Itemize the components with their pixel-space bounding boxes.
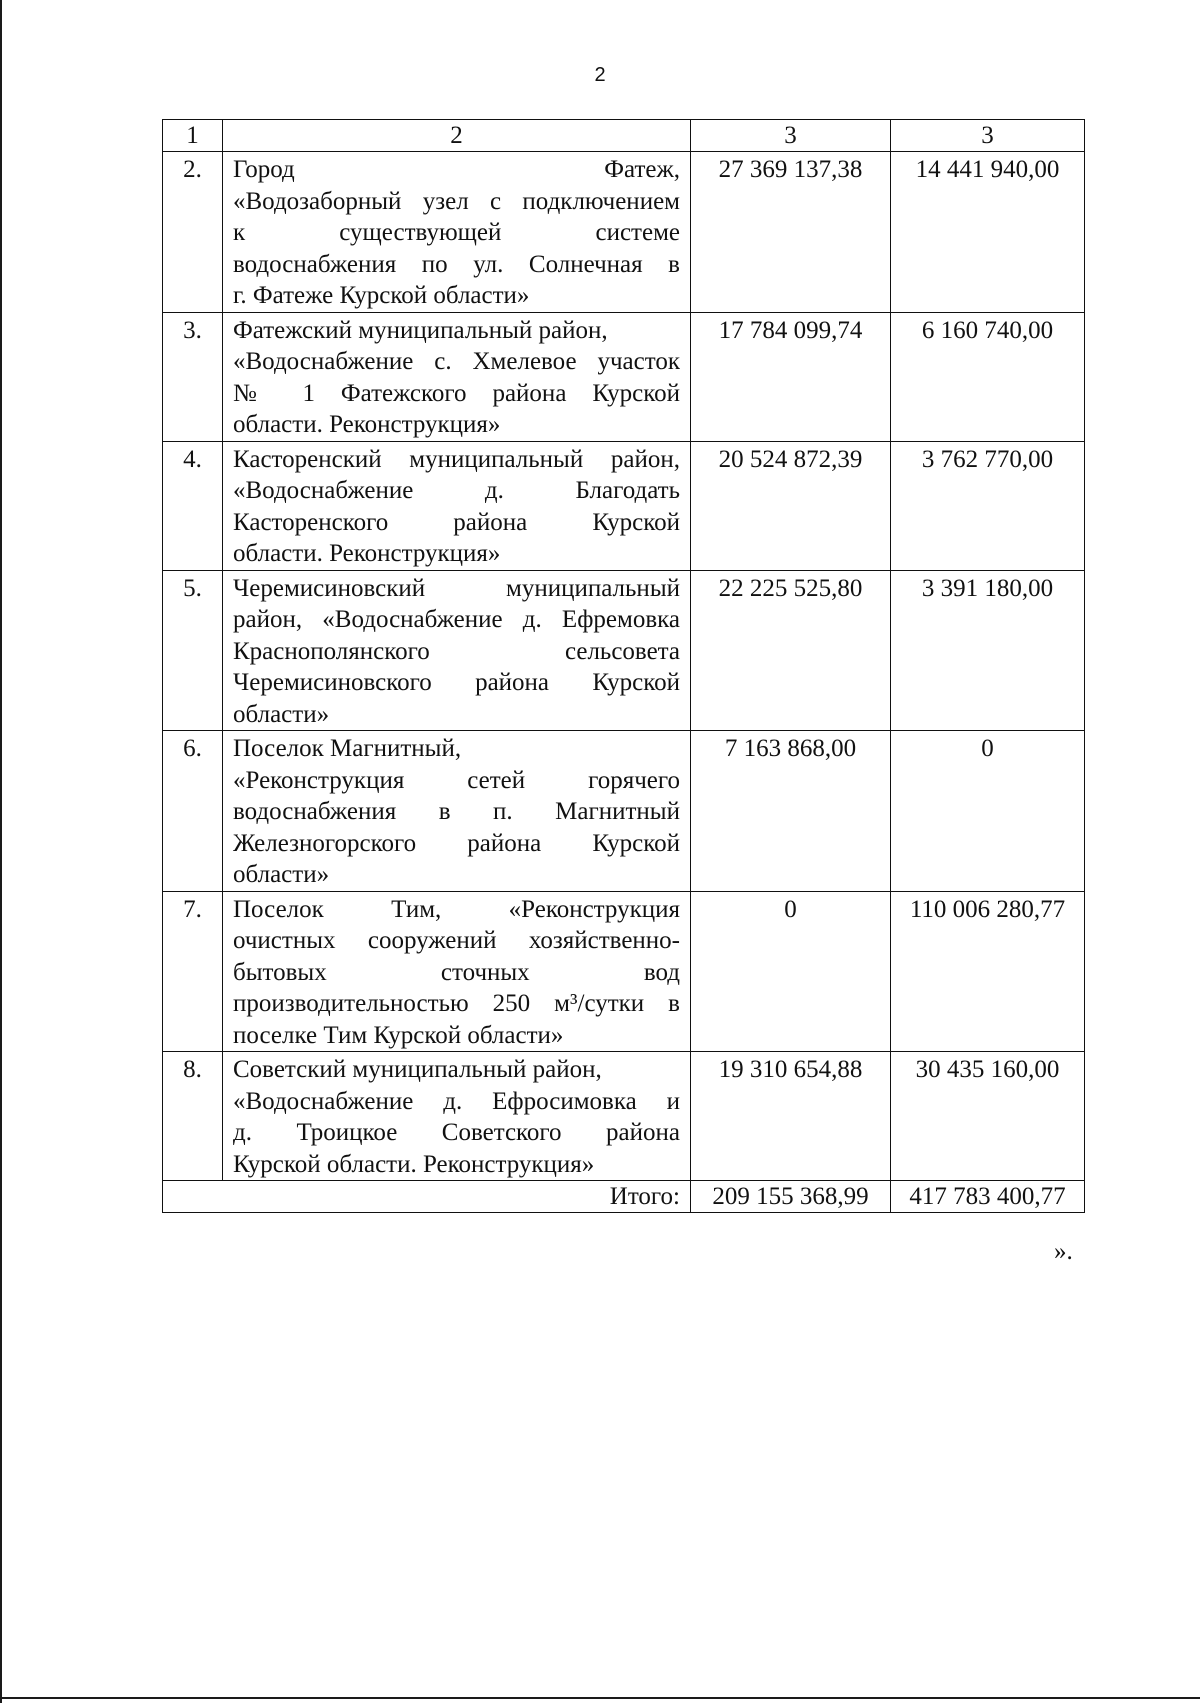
table-row (163, 891, 1085, 1052)
description-line: «Водоснабжение с. Хмелевое участок (233, 348, 680, 375)
header-cell-col4: 3 (891, 120, 1085, 152)
row-number: 5. (163, 570, 223, 731)
table-row (163, 312, 1085, 441)
description-line: «Водозаборный узел с подключением (233, 187, 680, 215)
total-row (163, 1181, 1085, 1213)
amount-col3: 19 310 654,88 (691, 1052, 891, 1181)
amount-col3: 17 784 099,74 (691, 312, 891, 441)
description-line: Краснополянского сельсовета (233, 637, 680, 665)
description-line: Касторенский муниципальный район, (233, 445, 680, 473)
amount-col4: 3 762 770,00 (891, 441, 1085, 570)
amount-col3: 27 369 137,38 (691, 152, 891, 313)
description-line: очистных сооружений хозяйственно- (233, 927, 680, 954)
description-line: области» (233, 861, 330, 888)
description-line: Черемисиновского района Курской (233, 669, 680, 696)
table-row (163, 1052, 1085, 1181)
table-row (163, 152, 1085, 313)
description-line: г. Фатеже Курской области» (233, 282, 530, 309)
description-line: области. Реконструкция» (233, 411, 501, 438)
description-line: к существующей системе (233, 219, 680, 246)
header-cell-col3: 3 (691, 120, 891, 152)
closing-quote-mark: ». (1054, 1238, 1073, 1265)
description-line: «Реконструкция сетей горячего (233, 766, 680, 794)
description-line: № 1 Фатежского района Курской (233, 379, 680, 407)
amount-col4: 14 441 940,00 (891, 152, 1085, 313)
description-line: д. Троицкое Советского района (233, 1119, 680, 1146)
row-description (223, 441, 691, 570)
amount-col3: 20 524 872,39 (691, 441, 891, 570)
total-label: Итого: (163, 1181, 691, 1213)
amount-col4: 30 435 160,00 (891, 1052, 1085, 1181)
amount-col4: 110 006 280,77 (891, 891, 1085, 1052)
description-line: район, «Водоснабжение д. Ефремовка (233, 606, 680, 633)
row-description (223, 731, 691, 892)
description-line: «Водоснабжение д. Ефросимовка и (233, 1087, 680, 1115)
table-row (163, 731, 1085, 892)
row-number: 6. (163, 731, 223, 892)
row-number: 3. (163, 312, 223, 441)
amount-col4: 6 160 740,00 (891, 312, 1085, 441)
row-description (223, 1052, 691, 1181)
description-line: Курской области. Реконструкция» (233, 1150, 595, 1178)
description-line: Фатежский муниципальный район, (233, 316, 608, 344)
header-cell-col1: 1 (163, 120, 223, 152)
row-number: 7. (163, 891, 223, 1052)
description-line: Советский муниципальный район, (233, 1056, 602, 1083)
amount-col3: 7 163 868,00 (691, 731, 891, 892)
header-cell-col2: 2 (223, 120, 691, 152)
description-line: поселке Тим Курской области» (233, 1021, 564, 1049)
description-line: Черемисиновский муниципальный (233, 574, 680, 602)
table-header-row (163, 120, 1085, 152)
description-line: производительностью 250 м³/сутки в (233, 990, 680, 1017)
page-number: 2 (594, 64, 606, 86)
scan-edge-bottom (0, 1697, 1200, 1699)
row-number: 4. (163, 441, 223, 570)
amount-col4: 3 391 180,00 (891, 570, 1085, 731)
row-description (223, 152, 691, 313)
amount-col4: 0 (891, 731, 1085, 892)
funding-table (162, 119, 1085, 1213)
row-number: 8. (163, 1052, 223, 1181)
amount-col3: 0 (691, 891, 891, 1052)
description-line: области. Реконструкция» (233, 540, 501, 567)
description-line: бытовых сточных вод (233, 958, 680, 986)
description-line: Поселок Магнитный, (233, 735, 462, 762)
description-line: Касторенского района Курской (233, 508, 680, 536)
description-line: водоснабжения по ул. Солнечная в (233, 250, 680, 278)
table-row (163, 441, 1085, 570)
description-line: Поселок Тим, «Реконструкция (233, 895, 680, 923)
description-line: водоснабжения в п. Магнитный (233, 798, 680, 825)
row-description (223, 570, 691, 731)
total-amount-col3: 209 155 368,99 (691, 1181, 891, 1213)
row-description (223, 891, 691, 1052)
description-line: «Водоснабжение д. Благодать (233, 477, 680, 504)
description-line: Железногорского района Курской (233, 829, 680, 857)
description-line: области» (233, 700, 330, 728)
scan-edge-left (0, 0, 2, 1703)
row-number: 2. (163, 152, 223, 313)
row-description (223, 312, 691, 441)
amount-col3: 22 225 525,80 (691, 570, 891, 731)
description-line: Город Фатеж, (233, 156, 680, 183)
table-row (163, 570, 1085, 731)
total-amount-col4: 417 783 400,77 (891, 1181, 1085, 1213)
